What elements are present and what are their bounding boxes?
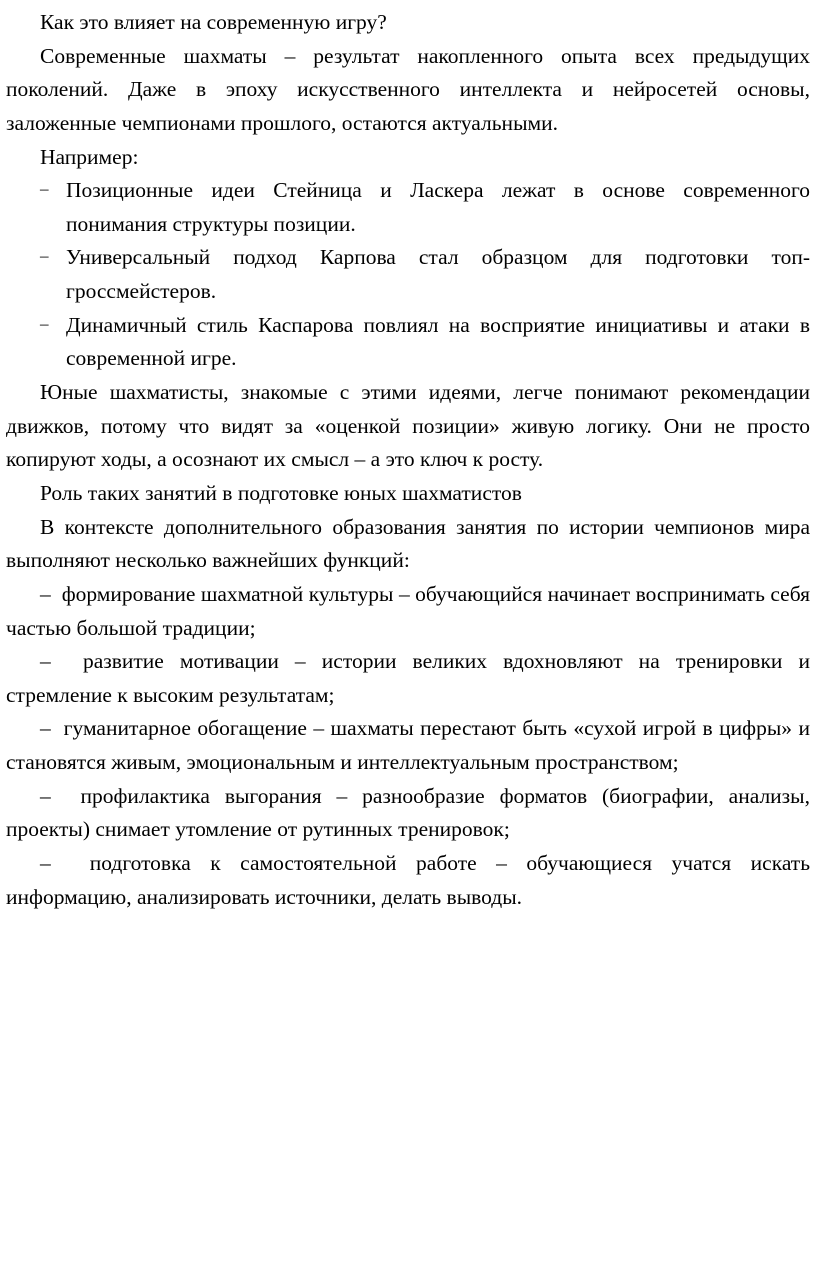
list-functions [6, 578, 810, 914]
document-body [6, 6, 810, 914]
dash-marker: – [40, 851, 51, 876]
paragraph-young-players: Юные шахматисты, знакомые с этими идеями, легче понимают рекомендации движков, потому что видят за «оценкой позиции» живую логику. Они не просто копируют ходы, а осознают их смысл – а это ключ к росту. [6, 380, 810, 472]
dash-marker: – [40, 313, 49, 333]
paragraph-context: В контексте дополнительного образования занятия по истории чемпионов мира выполняют несколько важнейших функций: [6, 514, 810, 573]
list-item [6, 712, 810, 779]
list-item-text: Позиционные идеи Стейница и Ласкера лежат в основе современного понимания структуры позиции. [66, 178, 810, 236]
list-item [6, 847, 810, 914]
list-item-text: профилактика выгорания – разнообразие форматов (биографии, анализы, проекты) снимает утомление от рутинных тренировок; [6, 783, 810, 842]
paragraph-heading-question: Как это влияет на современную игру? [40, 10, 387, 34]
list-item [6, 780, 810, 847]
list-item-text: Динамичный стиль Каспарова повлиял на восприятие инициативы и атаки в современной игре. [66, 312, 810, 371]
dash-marker: – [40, 649, 51, 674]
dash-marker: – [40, 246, 49, 266]
paragraph-role-heading: Роль таких занятий в подготовке юных шахматистов [40, 480, 522, 505]
list-item-text: Универсальный подход Карпова стал образцом для подготовки топ-гроссмейстеров. [66, 245, 810, 304]
list-item-text: развитие мотивации – истории великих вдохновляют на тренировки и стремление к высоким результатам; [6, 649, 811, 707]
paragraph-example-label: Например: [40, 144, 139, 169]
dash-marker: – [40, 783, 51, 808]
list-item [6, 578, 810, 645]
list-item [6, 309, 810, 376]
list-item [6, 174, 810, 241]
list-item-text: подготовка к самостоятельной работе – обучающиеся учатся искать информацию, анализировать источники, делать выводы. [6, 851, 811, 909]
dash-marker: – [40, 179, 49, 199]
paragraph-modern-chess: Современные шахматы – результат накопленного опыта всех предыдущих поколений. Даже в эпоху искусственного интеллекта и нейросетей основы, заложенные чемпионами прошлого, остаются актуальными. [6, 43, 810, 135]
list-item [6, 241, 810, 308]
list-item-text: формирование шахматной культуры – обучающийся начинает воспринимать себя частью большой традиции; [6, 581, 810, 640]
dash-marker: – [40, 716, 51, 741]
list-item-text: гуманитарное обогащение – шахматы перестают быть «сухой игрой в цифры» и становятся живым, эмоциональным и интеллектуальным пространством; [6, 716, 810, 775]
list-influence-examples [6, 174, 810, 376]
dash-marker: – [40, 581, 51, 606]
list-item [6, 645, 810, 712]
